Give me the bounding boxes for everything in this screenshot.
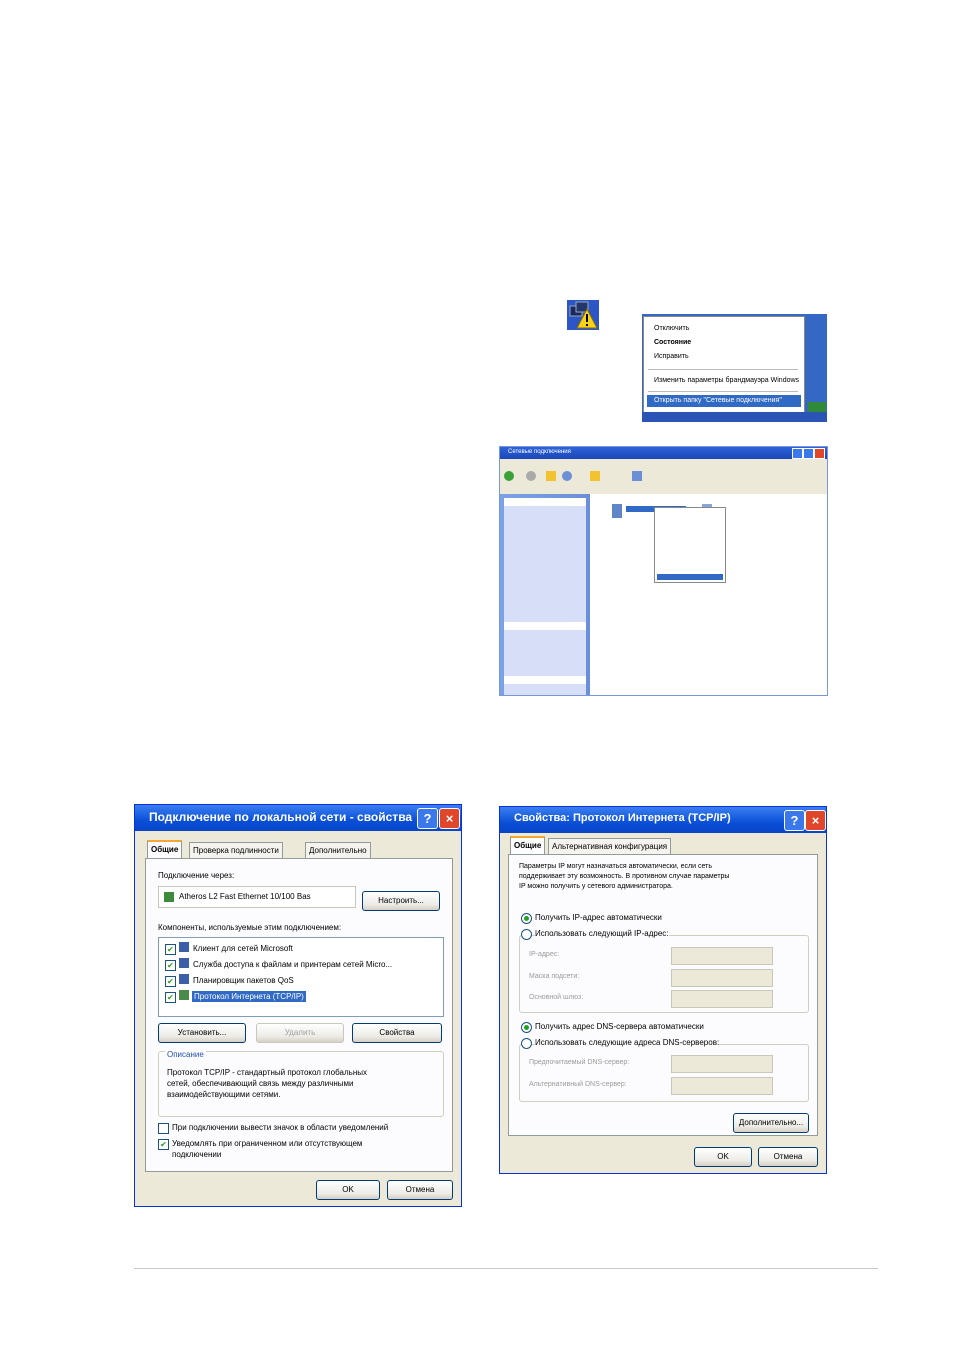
- connect-using-label: Подключение через:: [158, 871, 235, 880]
- footer-rule: [134, 1268, 878, 1269]
- menu-separator: [648, 391, 798, 392]
- auto-dns-label[interactable]: Получить адрес DNS-сервера автоматически: [535, 1022, 704, 1031]
- description-line: сетей, обеспечивающий связь между различными: [167, 1079, 354, 1088]
- dialog-titlebar: [500, 807, 826, 833]
- component-checkbox[interactable]: ✔: [165, 944, 176, 955]
- menu-item-open-network-connections[interactable]: Открыть папку "Сетевые подключения": [647, 395, 801, 407]
- description-line: Протокол TCP/IP - стандартный протокол глобальных: [167, 1068, 367, 1077]
- address-bar[interactable]: [500, 485, 827, 494]
- subnet-mask-field: [671, 969, 773, 987]
- menu-item-repair[interactable]: Исправить: [654, 353, 689, 360]
- network-adapter-icon: [164, 892, 174, 902]
- close-icon[interactable]: ×: [439, 808, 460, 829]
- description-group: [158, 1051, 444, 1117]
- protocol-icon: [179, 990, 189, 1000]
- show-icon-checkbox[interactable]: [158, 1123, 169, 1134]
- subnet-mask-label: Маска подсети:: [529, 973, 580, 980]
- tab-authentication[interactable]: Проверка подлинности: [189, 842, 283, 859]
- task-pane: [500, 494, 590, 695]
- client-icon: [179, 942, 189, 952]
- menu-item-status[interactable]: Состояние: [654, 339, 692, 346]
- back-icon[interactable]: [504, 471, 514, 481]
- lan-properties-dialog: [134, 804, 462, 1207]
- menu-item-firewall-settings[interactable]: Изменить параметры брандмауэра Windows: [654, 377, 800, 384]
- folders-icon[interactable]: [590, 471, 600, 481]
- tab-panel: [508, 854, 818, 1136]
- component-checkbox[interactable]: ✔: [165, 960, 176, 971]
- notify-checkbox[interactable]: ✔: [158, 1139, 169, 1150]
- dialog-title: Свойства: Протокол Интернета (TCP/IP): [514, 812, 731, 824]
- ip-address-label: IP-адрес:: [529, 951, 560, 958]
- ok-button[interactable]: OK: [694, 1147, 752, 1167]
- intro-line: Параметры IP могут назначаться автоматически, если сеть: [519, 863, 712, 870]
- component-label-selected[interactable]: Протокол Интернета (TCP/IP): [194, 992, 304, 1001]
- network-tasks-panel: [504, 498, 586, 626]
- search-icon[interactable]: [562, 471, 572, 481]
- up-folder-icon[interactable]: [546, 471, 556, 481]
- ok-button[interactable]: OK: [316, 1180, 380, 1200]
- manual-ip-label[interactable]: Использовать следующий IP-адрес:: [535, 929, 669, 938]
- component-label[interactable]: Служба доступа к файлам и принтерам сетей Micro...: [193, 960, 393, 969]
- auto-ip-label[interactable]: Получить IP-адрес автоматически: [535, 913, 662, 922]
- window-titlebar: Сетевые подключения: [500, 447, 827, 459]
- network-connections-window: [499, 446, 828, 696]
- advanced-button[interactable]: Дополнительно...: [733, 1113, 809, 1133]
- lan-connection-icon[interactable]: [612, 504, 622, 518]
- component-label[interactable]: Клиент для сетей Microsoft: [193, 944, 293, 953]
- description-label: Описание: [167, 1050, 204, 1059]
- views-icon[interactable]: [632, 471, 642, 481]
- maximize-icon[interactable]: [803, 448, 814, 459]
- network-warning-icon[interactable]: [567, 300, 599, 330]
- menu-item-disconnect[interactable]: Отключить: [654, 325, 690, 332]
- close-icon[interactable]: ×: [805, 810, 826, 831]
- configure-button[interactable]: Настроить...: [362, 891, 440, 911]
- forward-icon[interactable]: [526, 471, 536, 481]
- dialog-titlebar: [135, 805, 461, 831]
- component-label[interactable]: Планировщик пакетов QoS: [193, 976, 294, 985]
- properties-button[interactable]: Свойства: [352, 1023, 442, 1043]
- components-label: Компоненты, используемые этим подключением:: [158, 923, 342, 932]
- cancel-button[interactable]: Отмена: [758, 1147, 818, 1167]
- auto-dns-radio[interactable]: [521, 1022, 532, 1033]
- tab-advanced[interactable]: Дополнительно: [305, 842, 371, 859]
- show-icon-label[interactable]: При подключении вывести значок в области уведомлений: [172, 1123, 389, 1132]
- gateway-field: [671, 990, 773, 1008]
- tray-context-menu: [643, 316, 805, 414]
- notify-label-line2: подключении: [172, 1150, 222, 1159]
- tab-panel: [145, 858, 453, 1172]
- tray-context-menu-screenshot: [642, 314, 827, 422]
- cancel-button[interactable]: Отмена: [387, 1180, 453, 1200]
- dialog-title: Подключение по локальной сети - свойства: [149, 810, 413, 824]
- help-icon[interactable]: ?: [417, 808, 438, 829]
- tcpip-properties-dialog: [499, 806, 827, 1174]
- alternate-dns-field: [671, 1077, 773, 1095]
- tab-general[interactable]: Общие: [147, 840, 182, 860]
- manual-dns-label[interactable]: Использовать следующие адреса DNS-серверов:: [535, 1038, 720, 1047]
- tab-alternate-config[interactable]: Альтернативная конфигурация: [548, 838, 671, 855]
- notify-label[interactable]: Уведомлять при ограниченном или отсутствующем: [172, 1139, 363, 1148]
- other-places-panel: [504, 622, 586, 680]
- minimize-icon[interactable]: [792, 448, 803, 459]
- tab-general[interactable]: Общие: [510, 836, 545, 856]
- alternate-dns-label: Альтернативный DNS-сервер:: [529, 1081, 627, 1088]
- preferred-dns-label: Предпочитаемый DNS-сервер:: [529, 1059, 630, 1066]
- details-panel: [504, 676, 586, 696]
- intro-line: IP можно получить у сетевого администратора.: [519, 883, 673, 890]
- adapter-name: Atheros L2 Fast Ethernet 10/100 Bas: [179, 892, 311, 901]
- gateway-label: Основной шлюз:: [529, 994, 584, 1001]
- components-list: [158, 937, 444, 1017]
- connection-context-menu: [654, 507, 726, 583]
- close-icon[interactable]: [814, 448, 825, 459]
- help-icon[interactable]: ?: [784, 810, 805, 831]
- remove-button: Удалить: [256, 1023, 344, 1043]
- manual-dns-radio[interactable]: [521, 1038, 532, 1049]
- toolbar: [500, 468, 827, 486]
- service-icon: [179, 958, 189, 968]
- auto-ip-radio[interactable]: [521, 913, 532, 924]
- service-icon: [179, 974, 189, 984]
- adapter-field: [158, 886, 356, 908]
- description-line: взаимодействующими сетями.: [167, 1090, 281, 1099]
- ip-address-field: [671, 947, 773, 965]
- menu-bar: [500, 459, 827, 468]
- component-checkbox[interactable]: ✔: [165, 976, 176, 987]
- menu-item-properties[interactable]: [657, 574, 723, 580]
- menu-separator: [648, 369, 798, 370]
- preferred-dns-field: [671, 1055, 773, 1073]
- manual-ip-radio[interactable]: [521, 929, 532, 940]
- intro-line: поддерживает эту возможность. В противном случае параметры: [519, 873, 730, 880]
- component-checkbox[interactable]: ✔: [165, 992, 176, 1003]
- install-button[interactable]: Установить...: [158, 1023, 246, 1043]
- taskbar: [642, 412, 827, 422]
